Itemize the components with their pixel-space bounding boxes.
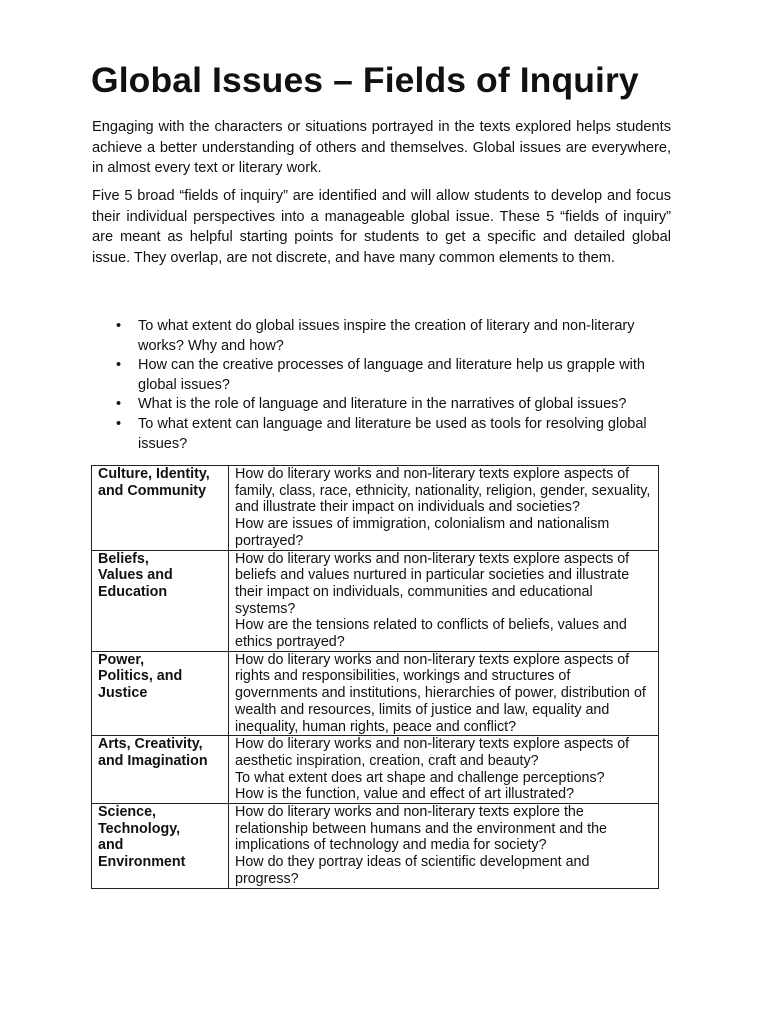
list-item-text: To what extent can language and literature be used as tools for resolving global issues? <box>138 415 647 452</box>
table-row <box>92 550 659 651</box>
guiding-questions-list <box>92 317 682 454</box>
table-row <box>92 736 659 804</box>
field-question: To what extent does art shape and challenge perceptions? <box>235 769 605 786</box>
field-name-cell <box>92 466 229 551</box>
page-title: Global Issues – Fields of Inquiry <box>91 60 639 100</box>
list-item <box>92 395 682 415</box>
field-questions-cell <box>229 804 659 889</box>
field-name-line: Values and <box>98 567 173 584</box>
bullet-icon: • <box>116 357 122 374</box>
table-row <box>92 466 659 551</box>
list-item-text: How can the creative processes of language and literature help us grapple with global issues? <box>138 357 645 393</box>
fields-of-inquiry-table <box>91 465 659 889</box>
intro-paragraph: Engaging with the characters or situations portrayed in the texts explored helps students achieve a better understanding of others and themselves. Global issues are everywhere, in almost every text or literary work. <box>92 119 671 177</box>
field-name-cell <box>92 736 229 804</box>
field-question: How do literary works and non-literary texts explore aspects of beliefs and values nurtured in particular societies and illustrate their impact on individuals, communities and educational systems? <box>235 550 630 617</box>
field-name-line: and <box>98 837 124 854</box>
field-name-line: and Imagination <box>98 752 208 769</box>
list-item-text: What is the role of language and literature in the narratives of global issues? <box>138 396 627 413</box>
field-question: How are the tensions related to conflicts of beliefs, values and ethics portrayed? <box>235 617 627 651</box>
field-question: How is the function, value and effect of art illustrated? <box>235 786 575 803</box>
field-questions-cell <box>229 550 659 651</box>
field-name-line: Beliefs, <box>98 550 149 567</box>
list-item <box>92 415 682 454</box>
field-questions-cell <box>229 466 659 551</box>
field-question: How do literary works and non-literary texts explore aspects of aesthetic inspiration, creation, craft and beauty? <box>235 736 630 769</box>
list-item-text: To what extent do global issues inspire the creation of literary and non-literary works? Why and how? <box>138 318 635 354</box>
field-name-line: and Community <box>98 482 207 499</box>
bullet-icon: • <box>116 415 122 432</box>
field-name-line: Politics, and <box>98 668 183 685</box>
field-question: How do literary works and non-literary texts explore the relationship between humans and the environment and the implications of technology and media for society? <box>235 804 607 854</box>
field-name-line: Science, <box>98 804 157 821</box>
field-name-line: Justice <box>98 685 148 702</box>
field-questions-cell <box>229 651 659 736</box>
field-questions-cell <box>229 736 659 804</box>
list-item <box>92 356 682 395</box>
field-name-cell <box>92 550 229 651</box>
field-question: How are issues of immigration, colonialism and nationalism portrayed? <box>235 516 610 549</box>
field-name-line: Education <box>98 583 168 600</box>
field-name-line: Power, <box>98 651 145 668</box>
field-name-cell <box>92 804 229 889</box>
field-name-line: Culture, Identity, <box>98 466 210 482</box>
list-item <box>92 317 682 356</box>
bullet-icon: • <box>116 318 122 334</box>
field-question: How do they portray ideas of scientific development and progress? <box>235 854 590 887</box>
field-name-line: Technology, <box>98 820 181 837</box>
field-name-line: Arts, Creativity, <box>98 736 203 753</box>
field-question: How do literary works and non-literary texts explore aspects of rights and responsibilities, workings and structures of governments and institutions, hierarchies of power, distribution of wealth and resources, limits of justice and law, equality and inequality, human rights, peace and conflict? <box>235 651 646 735</box>
field-name-line: Environment <box>98 854 186 871</box>
fields-paragraph: Five 5 broad “fields of inquiry” are identified and will allow students to develop and focus their individual perspectives into a manageable global issue. These 5 “fields of inquiry” are meant as helpful starting points for students to get a specific and detailed global issue. They overlap, are not discrete, and have many common elements to them. <box>92 188 671 266</box>
field-question: How do literary works and non-literary texts explore aspects of family, class, race, ethnicity, nationality, religion, gender, sexuality, and illustrate their impact on individuals and societies? <box>235 466 651 516</box>
table-row <box>92 651 659 736</box>
table-row <box>92 804 659 889</box>
field-name-cell <box>92 651 229 736</box>
bullet-icon: • <box>116 396 122 413</box>
